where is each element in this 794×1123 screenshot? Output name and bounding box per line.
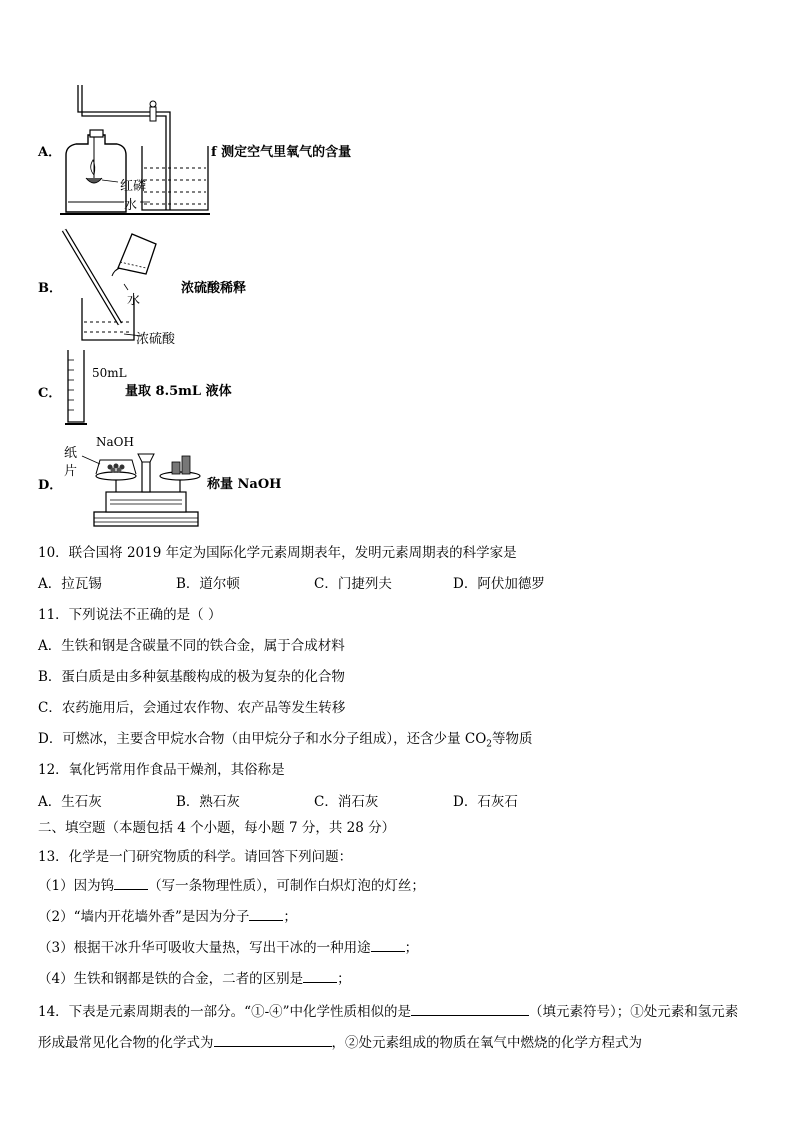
option-letter: B．	[38, 281, 62, 296]
label-cylinder-capacity: 50mL	[92, 366, 127, 380]
q12-option-d[interactable]: D．石灰石	[453, 794, 518, 810]
answer-blank[interactable]	[214, 1033, 332, 1047]
q13-item-2-pre: （2）“墙内开花墙外香”是因为分子	[38, 909, 250, 925]
q11-option-d-tail: 等物质	[492, 731, 533, 747]
question-12-stem: 12．氧化钙常用作食品干燥剂，其俗称是	[38, 762, 285, 778]
label-water: 水	[124, 198, 138, 213]
label-paper-2: 片	[64, 464, 78, 479]
q10-option-a[interactable]: A．拉瓦锡	[38, 576, 102, 592]
label-concentrated-sulfuric-acid: 浓硫酸	[136, 332, 176, 347]
q10-option-c[interactable]: C．门捷列夫	[314, 576, 392, 592]
oxygen-measurement-apparatus-icon	[60, 80, 220, 220]
q13-item-4-pre: （4）生铁和钢都是铁的合金，二者的区别是	[38, 971, 304, 987]
label-water: 水	[127, 293, 141, 308]
answer-blank[interactable]	[411, 1002, 529, 1016]
q14-line-2-post: ，②处元素组成的物质在氧气中燃烧的化学方程式为	[331, 1035, 642, 1051]
graduated-cylinder-icon	[62, 348, 92, 428]
balance-scale-icon	[80, 448, 204, 530]
q14-line-1-pre: 14．下表是元素周期表的一部分。“①-④”中化学性质相似的是	[38, 1004, 412, 1020]
q13-item-2	[38, 905, 297, 925]
option-caption: f 测定空气里氧气的含量	[211, 145, 352, 160]
q11-option-d[interactable]	[38, 727, 533, 750]
question-11-stem: 11．下列说法不正确的是（ ）	[38, 607, 222, 623]
q11-option-d-text: D．可燃冰，主要含甲烷水合物（由甲烷分子和水分子组成），还含少量 CO	[38, 731, 487, 747]
option-letter: A．	[38, 145, 62, 160]
answer-blank[interactable]	[371, 938, 405, 952]
q13-item-1-pre: （1）因为钨	[38, 878, 115, 894]
question-14-line-2	[38, 1031, 642, 1051]
q13-item-4	[38, 967, 351, 987]
q13-item-4-post: ；	[337, 971, 351, 987]
answer-blank[interactable]	[114, 876, 148, 890]
option-letter: D．	[38, 478, 63, 493]
label-naoh: NaOH	[96, 435, 134, 449]
label-red-phosphorus: 红磷	[120, 179, 147, 194]
label-paper-1: 纸	[64, 446, 78, 461]
question-13-stem: 13．化学是一门研究物质的科学。请回答下列问题：	[38, 849, 353, 865]
q14-line-1-post: （填元素符号）；①处元素和氢元素	[529, 1004, 739, 1020]
q12-option-c[interactable]: C．消石灰	[314, 794, 379, 810]
q13-item-1	[38, 874, 425, 894]
q13-item-3	[38, 936, 418, 956]
q10-option-b[interactable]: B．道尔顿	[176, 576, 240, 592]
q11-option-b[interactable]: B．蛋白质是由多种氨基酸构成的极为复杂的化合物	[38, 669, 345, 685]
q13-item-1-post: （写一条物理性质），可制作白炽灯泡的灯丝；	[148, 878, 425, 894]
q11-option-c[interactable]: C．农药施用后，会通过农作物、农产品等发生转移	[38, 700, 346, 716]
co2-subscript: 2	[486, 739, 492, 750]
q13-item-3-post: ；	[404, 940, 419, 956]
q12-option-a[interactable]: A．生石灰	[38, 794, 102, 810]
question-10-stem: 10．联合国将 2019 年定为国际化学元素周期表年，发明元素周期表的科学家是	[38, 545, 517, 561]
option-letter: C．	[38, 386, 62, 401]
q11-option-a[interactable]: A．生铁和钢是含碳量不同的铁合金，属于合成材料	[38, 638, 345, 654]
q13-item-2-post: ；	[283, 909, 297, 925]
section-heading: 二、填空题（本题包括 4 个小题，每小题 7 分，共 28 分）	[38, 820, 396, 836]
answer-blank[interactable]	[249, 907, 283, 921]
q10-option-d[interactable]: D．阿伏加德罗	[453, 576, 545, 592]
q13-item-3-pre: （3）根据干冰升华可吸收大量热，写出干冰的一种用途	[38, 940, 371, 956]
answer-blank[interactable]	[303, 969, 337, 983]
q14-line-2-pre: 形成最常见化合物的化学式为	[38, 1035, 214, 1051]
option-caption: 称量 NaOH	[207, 477, 282, 492]
option-caption: 量取 8.5mL 液体	[125, 384, 232, 399]
q12-option-b[interactable]: B．熟石灰	[176, 794, 240, 810]
option-caption: 浓硫酸稀释	[181, 281, 247, 296]
question-14-line-1	[38, 1000, 738, 1020]
